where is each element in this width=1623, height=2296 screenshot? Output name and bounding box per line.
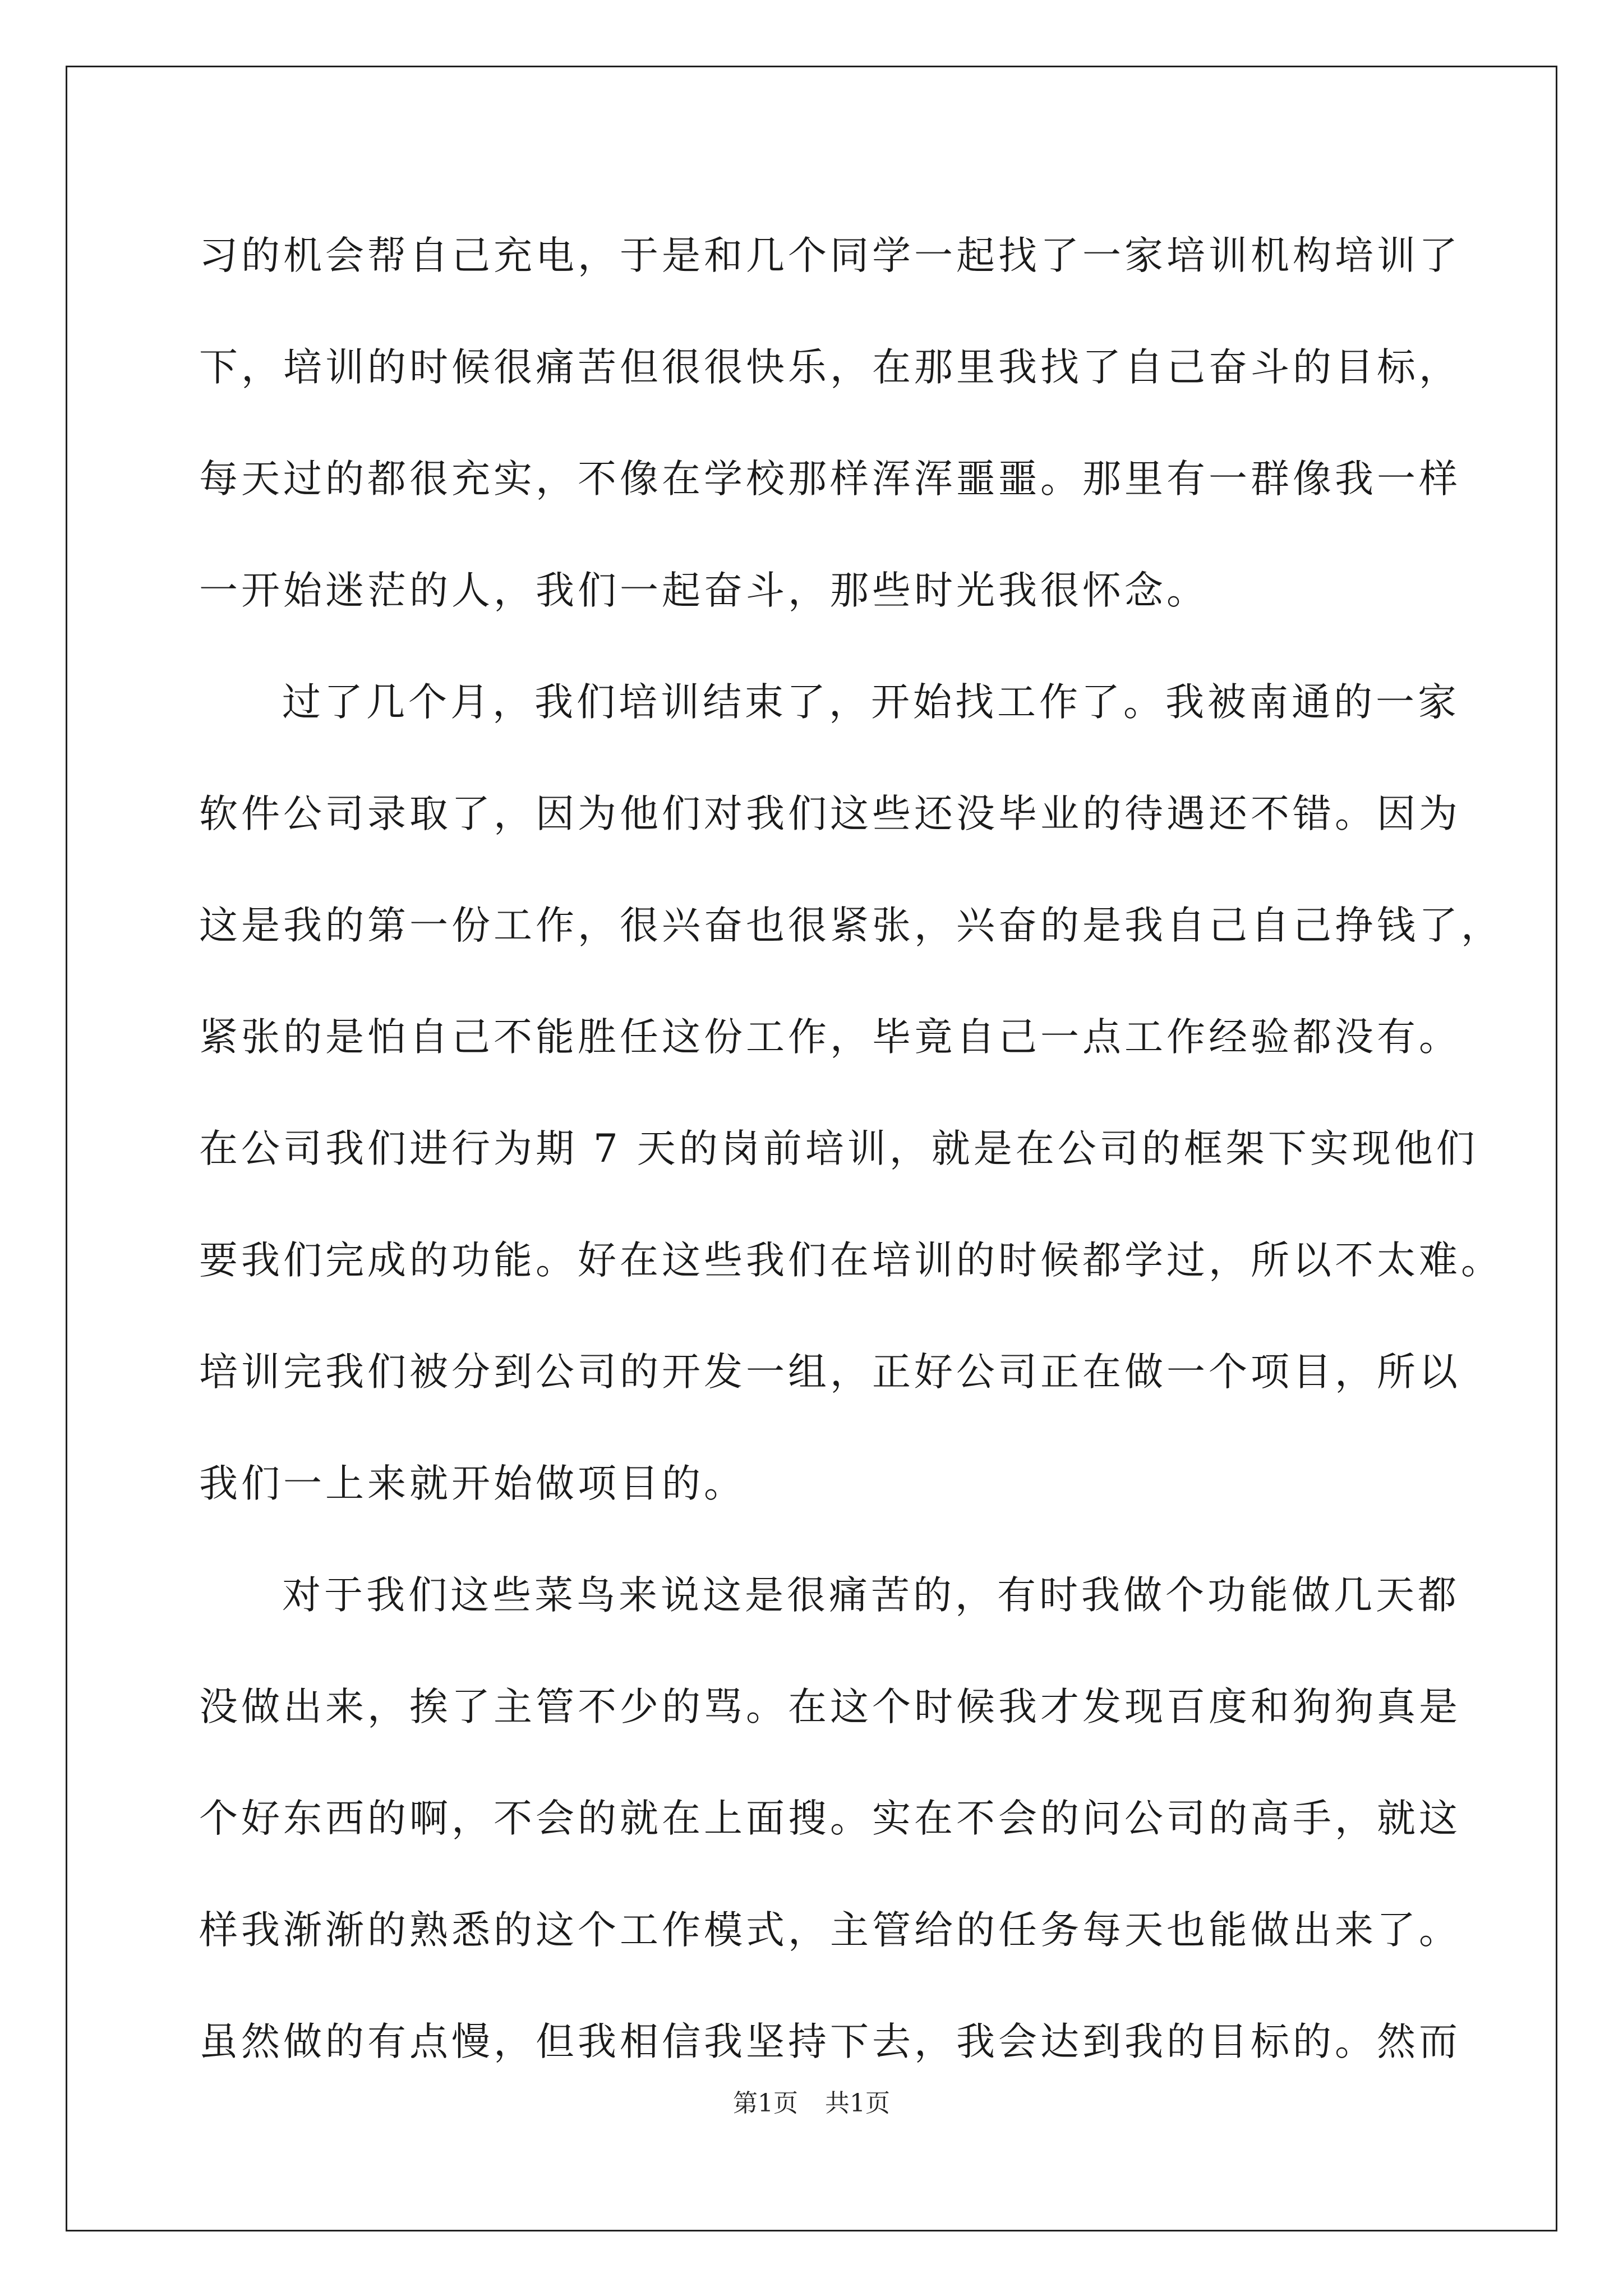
text-line: 这是我的第一份工作，很兴奋也很紧张，兴奋的是我自己自己挣钱了， bbox=[199, 903, 1503, 948]
page-number: 第1页 bbox=[733, 2089, 798, 2118]
text-line: 每天过的都很充实，不像在学校那样浑浑噩噩。那里有一群像我一样 bbox=[199, 457, 1461, 501]
text-line: 要我们完成的功能。好在这些我们在培训的时候都学过，所以不太难。 bbox=[199, 1238, 1503, 1283]
text-line: 习的机会帮自己充电，于是和几个同学一起找了一家培训机构培训了 bbox=[199, 233, 1461, 278]
text-line: 紧张的是怕自己不能胜任这份工作，毕竟自己一点工作经验都没有。 bbox=[199, 1015, 1461, 1060]
text-line: 软件公司录取了，因为他们对我们这些还没毕业的待遇还不错。因为 bbox=[199, 792, 1461, 836]
text-line: 一开始迷茫的人，我们一起奋斗，那些时光我很怀念。 bbox=[199, 568, 1209, 613]
text-line: 培训完我们被分到公司的开发一组，正好公司正在做一个项目，所以 bbox=[199, 1350, 1461, 1395]
document-body bbox=[199, 200, 1503, 2098]
page-footer bbox=[0, 2087, 1623, 2120]
text-line: 我们一上来就开始做项目的。 bbox=[199, 1461, 746, 1506]
paragraph-first-line: 过了几个月，我们培训结束了，开始找工作了。我被南通的一家 bbox=[282, 680, 1460, 725]
paragraph-first-line: 对于我们这些菜鸟来说这是很痛苦的，有时我做个功能做几天都 bbox=[282, 1573, 1460, 1618]
text-line: 样我渐渐的熟悉的这个工作模式，主管给的任务每天也能做出来了。 bbox=[199, 1908, 1461, 1953]
text-line: 虽然做的有点慢，但我相信我坚持下去，我会达到我的目标的。然而 bbox=[199, 2019, 1461, 2064]
text-line: 下，培训的时候很痛苦但很很快乐，在那里我找了自己奋斗的目标， bbox=[199, 345, 1461, 390]
text-line: 没做出来，挨了主管不少的骂。在这个时候我才发现百度和狗狗真是 bbox=[199, 1685, 1461, 1729]
text-line: 在公司我们进行为期 7 天的岗前培训，就是在公司的框架下实现他们 bbox=[199, 1126, 1478, 1171]
page-total: 共1页 bbox=[825, 2089, 890, 2118]
text-line: 个好东西的啊，不会的就在上面搜。实在不会的问公司的高手，就这 bbox=[199, 1796, 1461, 1841]
